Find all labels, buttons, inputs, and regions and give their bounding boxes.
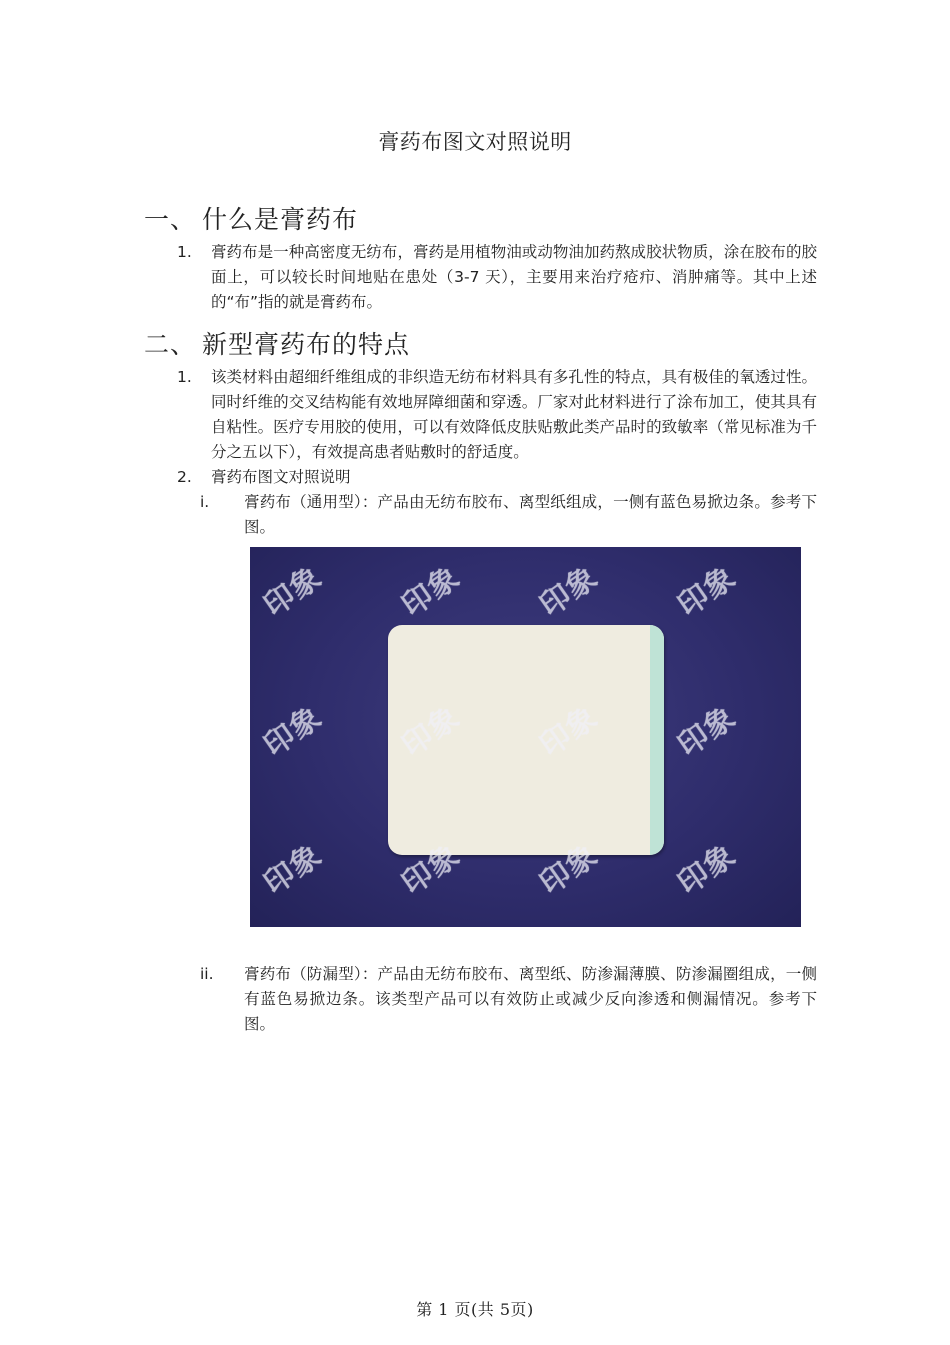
list-text: 膏药布图文对照说明 [211,468,351,486]
watermark: 印象 [395,837,467,902]
page-footer: 第 1 页(共 5页) [416,1300,534,1319]
section-1-heading [144,200,358,236]
watermark: 印象 [671,837,743,902]
list-text: 该类材料由超细纤维组成的非织造无纺布材料具有多孔性的特点，具有极佳的氧透过性。同时纤维的交叉结构能有效地屏障细菌和穿透。厂家对此材料进行了涂布加工，使其具有自粘性。医疗专用胶的使用，可以有效降低皮肤贴敷此类产品时的致敏率（常见标准为千分之五以下），有效提高患者贴敷时的舒适度。 [211,368,817,461]
section-1-number: 一、 [144,205,197,234]
roman-number: ii. [200,965,214,983]
section-1-item-1 [177,240,817,315]
watermark: 印象 [671,559,743,624]
sub-item-text: 膏药布（防漏型）：产品由无纺布胶布、离型纸、防渗漏薄膜、防渗漏圈组成，一侧有蓝色易掀边条。该类型产品可以有效防止或减少反向渗透和侧漏情况。参考下图。 [244,965,817,1033]
plaster-photo [250,547,801,927]
section-1-title: 什么是膏药布 [202,205,359,234]
list-number: 1. [177,368,192,386]
watermark: 印象 [395,699,467,764]
watermark: 印象 [257,559,329,624]
list-number: 1. [177,243,192,261]
watermark: 印象 [533,559,605,624]
document-title: 膏药布图文对照说明 [378,130,572,154]
sub-item-ii [200,962,817,1037]
watermark: 印象 [533,837,605,902]
list-text: 膏药布是一种高密度无纺布，膏药是用植物油或动物油加药熬成胶状物质，涂在胶布的胶面上，可以较长时间地贴在患处（3-7 天），主要用来治疗疮疖、消肿痛等。其中上述的“布”指的就是膏药布。 [211,243,817,311]
watermark: 印象 [671,699,743,764]
section-2-item-2 [177,465,817,490]
sub-item-text: 膏药布（通用型）：产品由无纺布胶布、离型纸组成，一侧有蓝色易掀边条。参考下图。 [244,493,817,536]
roman-number: i. [200,493,210,511]
section-2-heading [144,325,410,361]
section-2-number: 二、 [144,330,197,359]
watermark: 印象 [395,559,467,624]
list-number: 2. [177,468,192,486]
watermark: 印象 [533,699,605,764]
section-2-title: 新型膏药布的特点 [202,330,411,359]
watermark: 印象 [257,837,329,902]
blue-peel-strip [650,625,664,855]
sub-item-i [200,490,817,540]
section-2-item-1 [177,365,817,465]
watermark: 印象 [257,699,329,764]
